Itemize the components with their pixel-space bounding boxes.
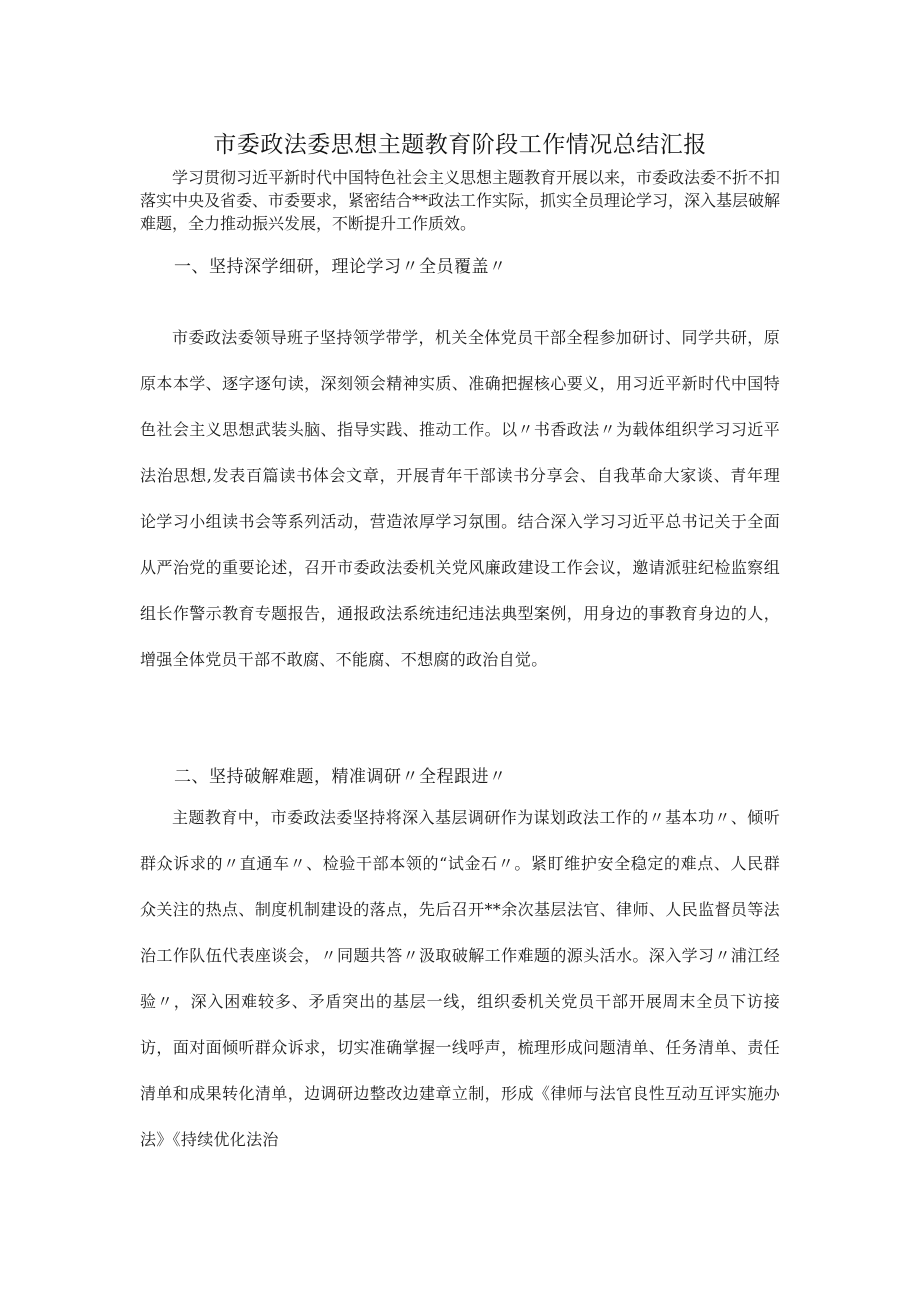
section-2-paragraph: 主题教育中，市委政法委坚持将深入基层调研作为谋划政法工作的〃基本功〃、倾听群众诉求的〃直通车〃、检验干部本领的“试金石〃。紧盯维护安全稳定的难点、人民群众关注的热点、制度机制建设的落点，先后召开**余次基层法官、律师、人民监督员等法治工作队伍代表座谈会，〃同题共答〃汲取破解工作难题的源头活水。深入学习〃浦江经验〃，深入困难较多、矛盾突出的基层一线，组织委机关党员干部开展周末全员下访接访，面对面倾听群众诉求，切实准确掌握一线呼声，梳理形成问题清单、任务清单、责任清单和成果转化清单，边调研边整改边建章立制，形成《律师与法官良性互动互评实施办法》《持续优化法治 bbox=[140, 808, 780, 1149]
section-1-heading: 一、坚持深学细研，理论学习〃全员覆盖〃 bbox=[174, 257, 507, 277]
section-2-heading: 二、坚持破解难题，精准调研〃全程跟进〃 bbox=[174, 767, 507, 787]
section-1-paragraph: 市委政法委领导班子坚持领学带学，机关全体党员干部全程参加研讨、同学共研，原原本本学、逐字逐句读，深刻领会精神实质、准确把握核心要义，用习近平新时代中国特色社会主义思想武装头脑、指导实践、推动工作。以〃书香政法〃为载体组织学习习近平法治思想,发表百篇读书体会文章，开展青年干部读书分享会、自我革命大家谈、青年理论学习小组读书会等系列活动，营造浓厚学习氛围。结合深入学习习近平总书记关于全面从严治党的重要论述，召开市委政法委机关党风廉政建设工作会议，邀请派驻纪检监察组组长作警示教育专题报告，通报政法系统违纪违法典型案例，用身边的事教育身边的人，增强全体党员干部不敢腐、不能腐、不想腐的政治自觉。 bbox=[140, 328, 780, 669]
intro-paragraph: 学习贯彻习近平新时代中国特色社会主义思想主题教育开展以来，市委政法委不折不扣落实中央及省委、市委要求，紧密结合**政法工作实际，抓实全员理论学习，深入基层破解难题，全力推动振兴发展，不断提升工作质效。 bbox=[140, 168, 781, 233]
document-title: 市委政法委思想主题教育阶段工作情况总结汇报 bbox=[213, 132, 707, 158]
